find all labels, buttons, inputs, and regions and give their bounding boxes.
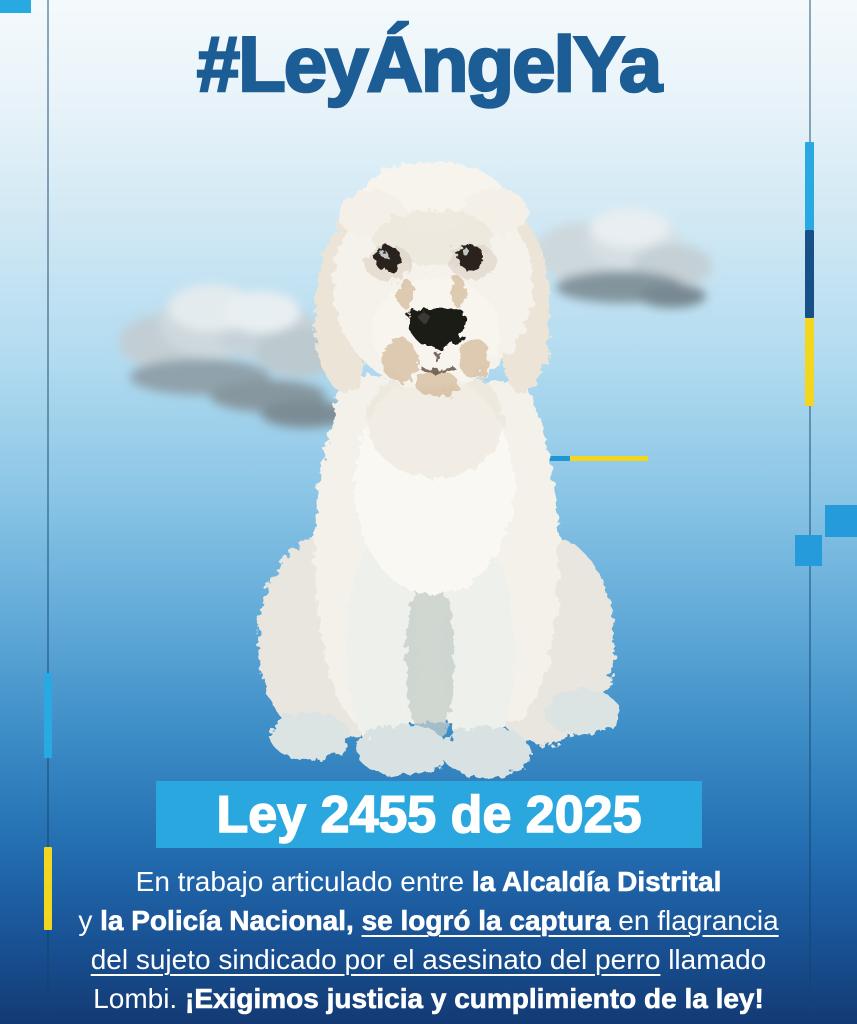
law-banner-text: Ley 2455 de 2025 [216,785,642,844]
text-regular-underlined: en flagrancia [610,905,779,936]
body-line-1 [30,862,827,901]
body-text [30,862,827,1018]
text-regular-underlined: del sujeto sindicado por el asesinato del perro [90,944,661,975]
text-bold: la Alcaldía Distrital [471,866,722,897]
text-regular: En trabajo articulado entre [135,866,472,897]
text-underlined [362,905,779,936]
body-line-2 [30,901,827,940]
cloud-right [535,208,712,308]
text-regular: y [78,905,101,936]
text-bold-underlined: se logró la captura [361,905,611,936]
hashtag-title: #LeyÁngelYa [196,20,661,108]
text-bold: la Policía Nacional, [100,905,362,936]
law-banner [156,781,702,848]
text-bold: ¡Exigimos justicia y cumplimiento de la ley! [185,983,764,1014]
text-regular: llamado [660,944,767,975]
body-line-3 [30,940,827,979]
text-regular: Lombi. [93,983,185,1014]
body-line-4 [30,979,827,1018]
cloud-left [119,284,349,428]
